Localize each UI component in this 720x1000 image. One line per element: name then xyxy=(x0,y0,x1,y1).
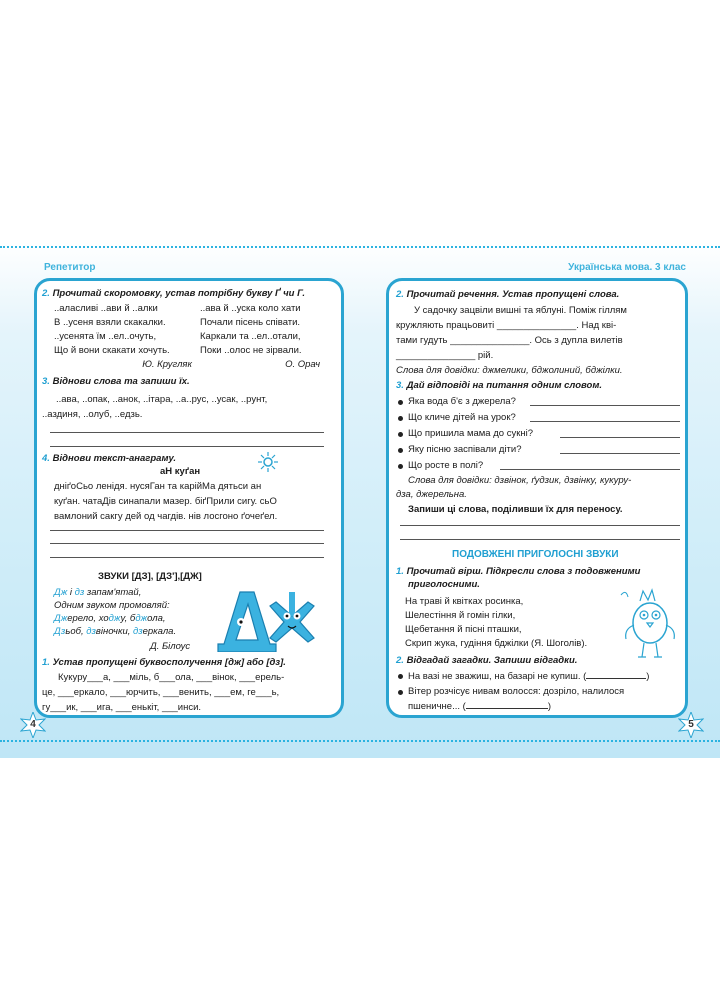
poem-line: Шелестіння й гомін гілки, xyxy=(405,610,516,621)
sounds-poem-line: Джерело, ходжу, бджола, xyxy=(54,613,166,624)
tongue-twister-line: Каркали та ..ел..отали, xyxy=(200,331,301,342)
left-task-4-heading: 4. Віднови текст-анаграму. xyxy=(42,453,177,464)
poem-line: Скрип жука, гудіння бджілки (Я. Шоголів). xyxy=(405,638,588,649)
bird-doodle-icon xyxy=(618,585,680,665)
answer-line xyxy=(560,453,680,454)
word-hint: Слова для довідки: дзвінок, ґудзик, дзвінку, кукуру- xyxy=(408,475,632,486)
anagram-line: вамлоний сакгу дей од чагдів. нів лосгоно ґочеґел. xyxy=(54,511,278,522)
bottom-dotted-border xyxy=(0,740,720,742)
letters-dzh-illustration-icon xyxy=(210,572,330,652)
page-number-left: 4 xyxy=(30,719,36,730)
restore-words-line: ..ава, ..опак, ..анок, ..ітара, ..а..рус, ..усак, ..рунт, xyxy=(56,394,268,405)
answer-line xyxy=(50,557,324,558)
answer-line xyxy=(530,405,680,406)
tongue-twister-line: ..ава й ..уска коло хати xyxy=(200,303,301,314)
passage-line: тами гудуть _______________. Ось з дупла вилетів xyxy=(396,335,623,346)
left-task-3-heading: 3. Віднови слова та запиши їх. xyxy=(42,376,190,387)
riddle: пшеничне... ( ) xyxy=(408,701,551,712)
answer-line xyxy=(500,469,680,470)
tongue-twister-line: ..аласливі ..ави й ..алки xyxy=(54,303,158,314)
left-task-1-heading: 1. Устав пропущені буквосполучення [дж] або [дз]. xyxy=(42,657,286,668)
passage-line: У садочку зацвіли вишні та яблуні. Поміж гіллям xyxy=(414,305,627,316)
question: Яку пісню заспівали діти? xyxy=(408,444,522,455)
answer-line xyxy=(50,530,324,531)
question: Що росте в полі? xyxy=(408,460,484,471)
right-task-2b-heading: 2. Відгадай загадки. Запиши відгадки. xyxy=(396,655,578,666)
passage-line: кружляють працьовиті _______________. Над кві- xyxy=(396,320,617,331)
running-header-left: Репетитор xyxy=(44,262,96,273)
answer-line xyxy=(560,437,680,438)
passage-line: _______________ рій. xyxy=(396,350,494,361)
right-task-3-heading: 3. Дай відповіді на питання одним словом. xyxy=(396,380,602,391)
word-hint: Слова для довідки: джмелики, бджолиний, бджілки. xyxy=(396,365,623,376)
restore-words-line: ..аздиня, ..олуб, ..едзь. xyxy=(42,409,143,420)
author-bilous: Д. Білоус xyxy=(150,641,191,652)
anagram-line: куґан. чатаДів синапали мазер. біґПрили сигу. сьО xyxy=(54,496,277,507)
tongue-twister-line: В ..усеня взяли скакалки. xyxy=(54,317,166,328)
riddle: Вітер розчісує нивам волосся: дозріло, налилося xyxy=(408,686,625,697)
left-task-2-heading: 2. Прочитай скоромовку, устав потрібну букву Ґ чи Г. xyxy=(42,288,305,299)
running-header-right: Українська мова. 3 клас xyxy=(568,262,686,273)
long-consonants-section-title: ПОДОВЖЕНІ ПРИГОЛОСНІ ЗВУКИ xyxy=(452,549,619,560)
poem-line: Щебетання й пісні пташки, xyxy=(405,624,522,635)
bullet xyxy=(398,464,403,469)
bullet xyxy=(398,448,403,453)
answer-line xyxy=(530,421,680,422)
bullet xyxy=(398,690,403,695)
question: Що пришила мама до сукні? xyxy=(408,428,533,439)
answer-line xyxy=(50,543,324,544)
question: Що кличе дітей на урок? xyxy=(408,412,516,423)
answer-line xyxy=(400,539,680,540)
bullet xyxy=(398,400,403,405)
fill-in-line: гу___ик, ___ига, ___енькіт, ___инси. xyxy=(42,702,202,713)
top-dotted-border xyxy=(0,246,720,248)
sun-doodle-icon xyxy=(258,452,278,472)
anagram-line: дніґоСьо ленідя. нусяГан та карійМа дятьси ан xyxy=(54,481,262,492)
page-number-right: 5 xyxy=(688,719,694,730)
answer-line xyxy=(400,525,680,526)
author-kruhliak: Ю. Кругляк xyxy=(142,359,192,370)
fill-in-line: це, ___еркало, ___юрчить, ___венить, ___ем, ге___ь, xyxy=(42,687,280,698)
tongue-twister-line: Поки ..олос не зірвали. xyxy=(200,345,302,356)
tongue-twister-line: ..усенята їм ..ел..очуть, xyxy=(54,331,157,342)
bullet xyxy=(398,674,403,679)
poem-line: На траві й квітках росинка, xyxy=(405,596,524,607)
right-task-2-heading: 2. Прочитай речення. Устав пропущені слова. xyxy=(396,289,620,300)
hyphenation-task: Запиши ці слова, поділивши їх для переносу. xyxy=(408,504,623,515)
answer-line xyxy=(50,432,324,433)
fill-in-line: Кукуру___а, ___міль, б___ола, ___вінок, ___ерель- xyxy=(58,672,285,683)
bullet xyxy=(398,432,403,437)
tongue-twister-line: Що й вони скакати хочуть. xyxy=(54,345,170,356)
tongue-twister-line: Почали пісень співати. xyxy=(200,317,301,328)
sounds-section-title: ЗВУКИ [ДЗ], [ДЗ'],[ДЖ] xyxy=(98,571,202,582)
right-task-1-heading-cont: приголосними. xyxy=(408,579,480,590)
word-hint: дза, джерельна. xyxy=(396,489,467,500)
anagram-title: аН куґан xyxy=(160,466,201,477)
bullet xyxy=(398,416,403,421)
sounds-poem-line: Дзьоб, дзвіночки, дзеркала. xyxy=(54,626,177,637)
answer-line xyxy=(50,446,324,447)
riddle: На вазі не зважиш, на базарі не купиш. ( ) xyxy=(408,671,650,682)
author-orach: О. Орач xyxy=(285,359,320,370)
question: Яка вода б'є з джерела? xyxy=(408,396,516,407)
sounds-poem-line: Одним звуком промовляй: xyxy=(54,600,170,611)
sounds-poem-line: Дж і дз запам'ятай, xyxy=(54,587,142,598)
right-task-1-heading: 1. Прочитай вірш. Підкресли слова з подовженими xyxy=(396,566,641,577)
